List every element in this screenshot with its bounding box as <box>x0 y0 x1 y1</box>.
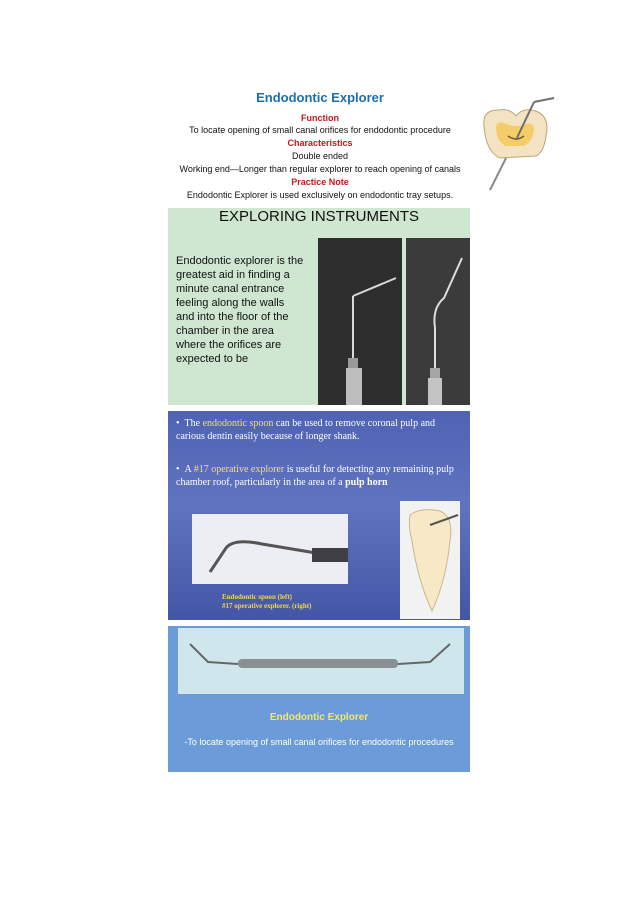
explorer-photo-right <box>406 238 470 405</box>
page-title: Endodontic Explorer <box>256 90 384 105</box>
double-ended-explorer-photo <box>178 628 464 694</box>
practice-note-text: Endodontic Explorer is used exclusively on endodontic tray setups. <box>186 190 454 200</box>
endodontic-spoon-photo <box>192 514 348 584</box>
panel-description: Endodontic explorer is the greatest aid in finding a minute canal entrance feeling along the walls and into the floor of the chamber in the area where the orifices are expected to be <box>176 255 304 365</box>
image-caption: Endodontic spoon (left) #17 operative explorer. (right) <box>222 593 312 610</box>
tooth-with-explorer-illustration <box>476 96 556 192</box>
exploring-instruments-panel <box>168 208 470 405</box>
practice-note-heading: Practice Note <box>291 177 349 187</box>
endodontic-explorer-summary-panel <box>168 626 470 772</box>
highlight-endodontic-spoon: endodontic spoon <box>202 418 274 429</box>
panel-title: EXPLORING INSTRUMENTS <box>218 208 420 225</box>
function-heading: Function <box>301 113 339 123</box>
tooth-cross-section-photo <box>400 501 460 619</box>
characteristics-line-1: Double ended <box>291 151 349 161</box>
bullet-operative-explorer: • A #17 operative explorer is useful for detecting any remaining pulp chamber roof, particularly in the area of a pulp horn <box>176 464 454 488</box>
bullet-endodontic-spoon: • The endodontic spoon can be used to remove coronal pulp and carious dentin easily because of longer shank. <box>176 418 436 442</box>
spoon-and-explorer-panel <box>168 411 470 620</box>
explorer-photo-left <box>318 238 402 405</box>
highlight-operative-explorer: #17 operative explorer <box>193 464 285 475</box>
summary-title: Endodontic Explorer <box>269 712 369 723</box>
pulp-horn-bold: pulp horn <box>345 477 388 488</box>
characteristics-heading: Characteristics <box>287 138 353 148</box>
characteristics-line-2: Working end—Longer than regular explorer to reach opening of canals <box>179 164 461 174</box>
function-text: To locate opening of small canal orifices for endodontic procedure <box>189 125 451 135</box>
summary-description: -To locate opening of small canal orifices for endodontic procedures <box>184 737 454 747</box>
